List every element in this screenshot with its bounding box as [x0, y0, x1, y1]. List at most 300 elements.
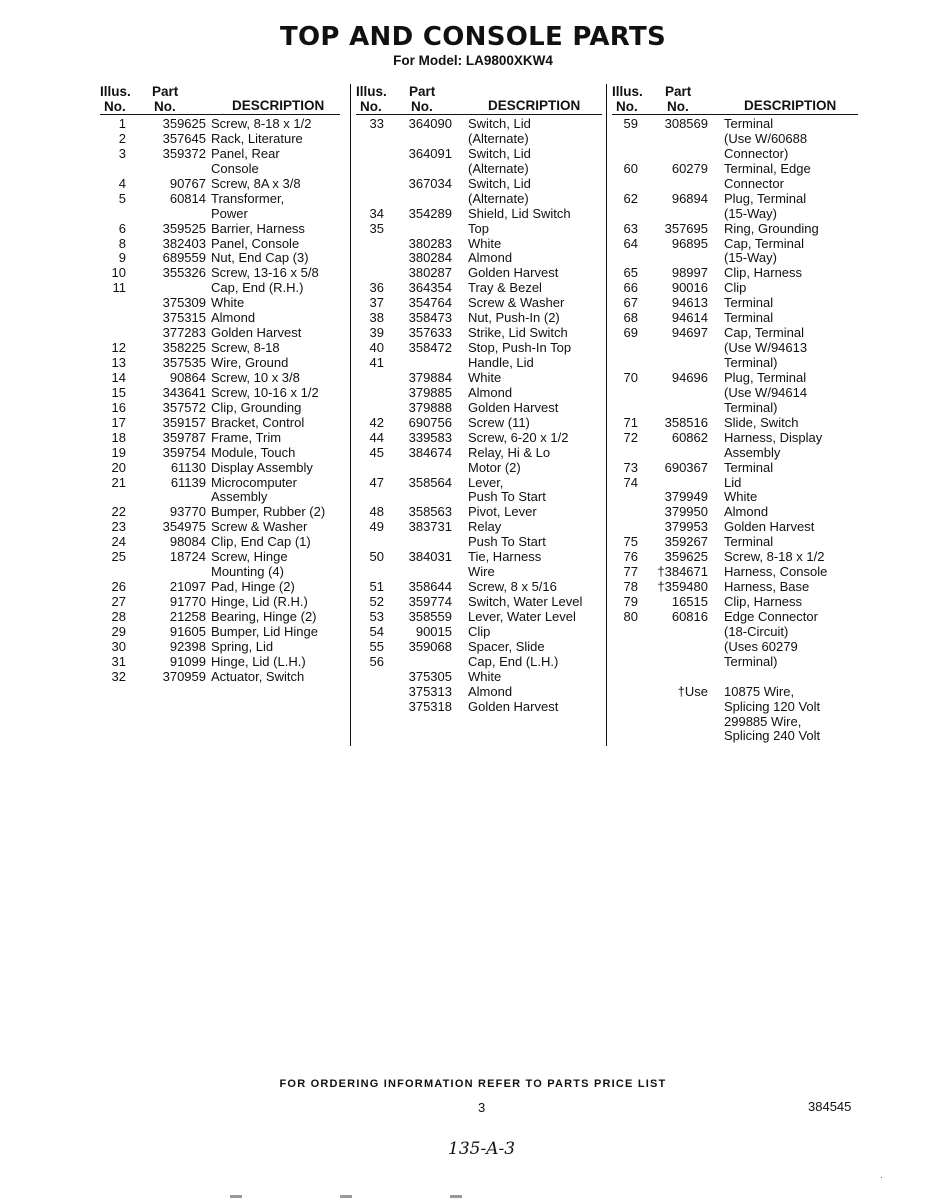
- part-row: [356, 192, 606, 207]
- part-row: [612, 356, 858, 371]
- parts-column-1: [100, 84, 348, 685]
- illus-number: 9: [118, 250, 126, 266]
- illus-number: 75: [623, 534, 638, 550]
- part-description: Lever, Water Level: [468, 608, 576, 624]
- part-description: Terminal, Edge: [724, 160, 811, 176]
- part-row: [612, 266, 858, 281]
- part-number: 359625: [162, 116, 206, 131]
- part-description: Switch, Water Level: [468, 594, 583, 609]
- illus-number: 48: [369, 504, 384, 520]
- part-number: 94613: [671, 295, 708, 311]
- part-number: 60279: [671, 160, 708, 176]
- part-number: 359625: [664, 549, 708, 565]
- part-row: [612, 505, 858, 520]
- part-description: Terminal): [724, 653, 778, 669]
- illus-number: 25: [111, 549, 126, 565]
- part-number: 18724: [169, 549, 206, 565]
- illus-number: 47: [369, 474, 384, 490]
- illus-number: 34: [369, 205, 384, 221]
- part-row: [100, 311, 348, 326]
- part-number: 91770: [169, 594, 206, 609]
- part-description: Golden Harvest: [211, 325, 302, 341]
- column-header: [100, 84, 348, 117]
- part-number: 358564: [408, 474, 452, 490]
- part-description: Cap, Terminal: [724, 325, 804, 341]
- part-description: Plug, Terminal: [724, 190, 807, 206]
- illus-number: 32: [111, 668, 126, 684]
- illus-number: 59: [623, 116, 638, 131]
- part-description: Relay, Hi & Lo: [468, 444, 551, 460]
- part-description: Hinge, Lid (R.H.): [211, 594, 308, 609]
- part-description: Switch, Lid: [468, 145, 531, 161]
- header-rule: [100, 114, 340, 115]
- part-description: Push To Start: [468, 534, 546, 550]
- part-row: [356, 685, 606, 700]
- part-row: [356, 610, 606, 625]
- part-row: [356, 401, 606, 416]
- part-description: (Alternate): [468, 130, 529, 146]
- part-row: [100, 580, 348, 595]
- ordering-note: FOR ORDERING INFORMATION REFER TO PARTS PRICE LIST: [279, 1078, 667, 1090]
- part-number: 364090: [408, 116, 452, 131]
- part-number: 357695: [664, 220, 708, 236]
- part-row: [356, 550, 606, 565]
- part-description: Handle, Lid: [468, 355, 534, 370]
- part-description: Almond: [468, 384, 513, 400]
- part-number: 375315: [162, 310, 206, 326]
- illus-number: 31: [111, 653, 126, 669]
- part-row: [612, 117, 858, 132]
- part-description: Clip: [724, 280, 747, 296]
- illus-number: 15: [111, 384, 126, 400]
- part-number: 359774: [408, 594, 452, 609]
- part-number: 359525: [162, 220, 206, 236]
- part-number: 364354: [408, 280, 452, 296]
- part-row: [100, 520, 348, 535]
- part-row: [356, 700, 606, 715]
- part-description: Splicing 120 Volt: [724, 698, 821, 714]
- part-row: [612, 446, 858, 461]
- illus-number: 8: [118, 235, 126, 251]
- part-description: Bumper, Lid Hinge: [211, 623, 318, 639]
- part-description: Actuator, Switch: [211, 668, 305, 684]
- part-description: Screw, 8-18 x 1/2: [211, 116, 312, 131]
- part-description: Bracket, Control: [211, 414, 305, 430]
- part-description: Golden Harvest: [724, 519, 815, 535]
- part-row: [356, 132, 606, 147]
- part-description: Wire: [468, 564, 495, 580]
- part-number: 21258: [169, 608, 206, 624]
- illus-label: Illus.: [100, 84, 131, 99]
- part-description: Screw, 8-18 x 1/2: [724, 549, 825, 565]
- part-row: [100, 625, 348, 640]
- part-number: 96895: [671, 235, 708, 251]
- part-row: [612, 431, 858, 446]
- part-number: 96894: [671, 190, 708, 206]
- part-number: 690367: [664, 459, 708, 475]
- part-description: (Uses 60279: [724, 638, 798, 654]
- part-description: Screw, Hinge: [211, 549, 288, 565]
- part-number: 16515: [671, 594, 708, 609]
- part-description: Screw, 8 x 5/16: [468, 579, 557, 595]
- part-number: 383731: [408, 519, 452, 535]
- part-description: White: [468, 668, 502, 684]
- illus-number: 42: [369, 414, 384, 430]
- illus-number: 69: [623, 325, 638, 341]
- part-row: [356, 416, 606, 431]
- part-number: 98084: [169, 534, 206, 550]
- part-number: †359480: [657, 579, 708, 595]
- illus-number: 66: [623, 280, 638, 296]
- part-description: (Use W/60688: [724, 130, 808, 146]
- part-description: Pivot, Lever: [468, 504, 537, 520]
- part-row: [612, 371, 858, 386]
- part-description: Display Assembly: [211, 459, 313, 475]
- illus-number: 49: [369, 519, 384, 535]
- part-row: [100, 162, 348, 177]
- part-description: Motor (2): [468, 459, 521, 475]
- illus-number: 19: [111, 444, 126, 460]
- part-row: [100, 266, 348, 281]
- part-row: [100, 222, 348, 237]
- illus-number: 44: [369, 429, 384, 445]
- illus-label: Illus.: [356, 84, 387, 99]
- part-description: Connector): [724, 145, 789, 161]
- part-description: (15-Way): [724, 205, 777, 221]
- part-row: [356, 595, 606, 610]
- part-description: Panel, Rear: [211, 145, 280, 161]
- illus-number: 13: [111, 355, 126, 370]
- illus-number: 17: [111, 414, 126, 430]
- part-description: Almond: [468, 250, 513, 266]
- part-row: [612, 251, 858, 266]
- part-number: 90015: [415, 623, 452, 639]
- illus-number: 12: [111, 340, 126, 356]
- parts-list: [612, 117, 858, 744]
- part-row: [356, 177, 606, 192]
- part-number: 358225: [162, 340, 206, 356]
- illus-number: 77: [623, 564, 638, 580]
- part-description: Golden Harvest: [468, 698, 559, 714]
- illus-number: 50: [369, 549, 384, 565]
- part-number: 357633: [408, 325, 452, 341]
- part-row: [612, 476, 858, 491]
- part-description: Bearing, Hinge (2): [211, 608, 317, 624]
- part-description: Splicing 240 Volt: [724, 728, 821, 744]
- part-description: (18-Circuit): [724, 623, 789, 639]
- part-description: Nut, Push-In (2): [468, 310, 560, 326]
- part-row: [612, 341, 858, 356]
- part-number: 343641: [162, 384, 206, 400]
- illus-number: 67: [623, 295, 638, 311]
- column-divider: [606, 84, 607, 746]
- part-number: 357645: [162, 130, 206, 146]
- part-number: 358473: [408, 310, 452, 326]
- part-description: Transformer,: [211, 190, 285, 206]
- part-number: 60814: [169, 190, 206, 206]
- description-label: DESCRIPTION: [232, 98, 325, 113]
- illus-number: 28: [111, 608, 126, 624]
- part-row: [100, 535, 348, 550]
- illus-number: 74: [623, 474, 638, 490]
- part-row: [356, 147, 606, 162]
- description-label: DESCRIPTION: [744, 98, 837, 113]
- part-number: 379884: [408, 369, 452, 385]
- column-divider: [350, 84, 351, 746]
- part-description: Edge Connector: [724, 608, 818, 624]
- part-description: Tie, Harness: [468, 549, 542, 565]
- part-description: Frame, Trim: [211, 429, 282, 445]
- illus-number: 20: [111, 459, 126, 475]
- part-number: 357572: [162, 399, 206, 415]
- part-number: †384671: [657, 564, 708, 580]
- handwritten-reference: 135-A-3: [448, 1139, 516, 1159]
- part-number: 377283: [162, 325, 206, 341]
- part-description: Clip, Grounding: [211, 399, 302, 415]
- illus-number: 23: [111, 519, 126, 535]
- part-description: Switch, Lid: [468, 116, 531, 131]
- illus-number: 39: [369, 325, 384, 341]
- illus-number: 36: [369, 280, 384, 296]
- part-row: [100, 416, 348, 431]
- part-number: 354764: [408, 295, 452, 311]
- part-row: [100, 446, 348, 461]
- part-row: [356, 535, 606, 550]
- part-number: 94614: [671, 310, 708, 326]
- part-row: [100, 461, 348, 476]
- part-description: Golden Harvest: [468, 399, 559, 415]
- part-number: 380284: [408, 250, 452, 266]
- part-row: [356, 311, 606, 326]
- illus-number: 79: [623, 594, 638, 609]
- illus-no-label: No.: [104, 99, 126, 114]
- part-number: 354289: [408, 205, 452, 221]
- part-number: 379885: [408, 384, 452, 400]
- part-number: 690756: [408, 414, 452, 430]
- part-number: 375305: [408, 668, 452, 684]
- illus-number: 64: [623, 235, 638, 251]
- part-row: [612, 222, 858, 237]
- part-row: [356, 655, 606, 670]
- illus-number: 51: [369, 579, 384, 595]
- part-row: [612, 685, 858, 700]
- part-description: Relay: [468, 519, 502, 535]
- illus-number: 21: [111, 474, 126, 490]
- part-description: Rack, Literature: [211, 130, 303, 146]
- part-row: [356, 520, 606, 535]
- part-row: [100, 670, 348, 685]
- part-row: [100, 326, 348, 341]
- illus-no-label: No.: [616, 99, 638, 114]
- parts-column-2: [356, 84, 606, 715]
- part-row: [356, 162, 606, 177]
- part-number: 94697: [671, 325, 708, 341]
- part-number: 339583: [408, 429, 452, 445]
- part-row: [612, 490, 858, 505]
- part-number: 359754: [162, 444, 206, 460]
- part-description: Almond: [211, 310, 256, 326]
- part-description: (Alternate): [468, 160, 529, 176]
- part-description: Panel, Console: [211, 235, 300, 251]
- part-row: [612, 565, 858, 580]
- part-row: [100, 356, 348, 371]
- part-row: [356, 296, 606, 311]
- part-description: White: [211, 295, 245, 311]
- illus-number: 72: [623, 429, 638, 445]
- illus-number: 65: [623, 265, 638, 281]
- part-row: [612, 401, 858, 416]
- part-description: Module, Touch: [211, 444, 296, 460]
- part-row: [612, 625, 858, 640]
- part-description: White: [724, 489, 758, 505]
- part-description: White: [468, 235, 502, 251]
- part-number: 364091: [408, 145, 452, 161]
- part-row: [100, 490, 348, 505]
- part-number: 384031: [408, 549, 452, 565]
- part-row: [612, 700, 858, 715]
- part-number: 359787: [162, 429, 206, 445]
- part-row: [612, 595, 858, 610]
- illus-number: 37: [369, 295, 384, 311]
- part-row: [612, 237, 858, 252]
- part-row: [356, 490, 606, 505]
- part-description: Screw, 8-18: [211, 340, 280, 356]
- part-description: Screw, 6-20 x 1/2: [468, 429, 569, 445]
- illus-number: 33: [369, 116, 384, 131]
- part-number: 358559: [408, 608, 452, 624]
- part-number: 355326: [162, 265, 206, 281]
- part-row: [100, 610, 348, 625]
- part-description: Strike, Lid Switch: [468, 325, 568, 341]
- part-row: [356, 356, 606, 371]
- header-rule: [356, 114, 602, 115]
- illus-number: 5: [118, 190, 126, 206]
- part-description: Harness, Base: [724, 579, 810, 595]
- part-row: [356, 670, 606, 685]
- part-number: 358472: [408, 340, 452, 356]
- part-row: [612, 670, 858, 685]
- part-number: 308569: [664, 116, 708, 131]
- part-description: Assembly: [724, 444, 781, 460]
- illus-number: 16: [111, 399, 126, 415]
- illus-number: 40: [369, 340, 384, 356]
- part-description: Screw, 10-16 x 1/2: [211, 384, 319, 400]
- part-label: Part: [409, 84, 436, 99]
- part-number: 359267: [664, 534, 708, 550]
- part-description: 299885 Wire,: [724, 713, 802, 729]
- part-description: Spring, Lid: [211, 638, 274, 654]
- page-number: 3: [478, 1100, 486, 1115]
- part-number: 358516: [664, 414, 708, 430]
- part-row: [100, 371, 348, 386]
- part-row: [100, 117, 348, 132]
- part-description: Connector: [724, 175, 784, 191]
- part-number: 382403: [162, 235, 206, 251]
- part-description: Cap, Terminal: [724, 235, 804, 251]
- illus-number: 45: [369, 444, 384, 460]
- part-row: [100, 132, 348, 147]
- part-description: Terminal: [724, 116, 774, 131]
- part-description: Assembly: [211, 489, 268, 505]
- part-no-label: No.: [667, 99, 689, 114]
- part-description: Barrier, Harness: [211, 220, 305, 236]
- part-description: Cap, End (R.H.): [211, 280, 304, 296]
- part-row: [356, 625, 606, 640]
- parts-list: [100, 117, 348, 685]
- illus-number: 35: [369, 220, 384, 236]
- part-row: [612, 177, 858, 192]
- part-number: 375313: [408, 683, 452, 699]
- part-description: Clip, Harness: [724, 594, 803, 609]
- part-row: [612, 296, 858, 311]
- part-row: [612, 535, 858, 550]
- part-row: [612, 655, 858, 670]
- illus-number: 4: [118, 175, 126, 191]
- part-description: Mounting (4): [211, 564, 284, 580]
- part-number: 98997: [671, 265, 708, 281]
- column-header: [356, 84, 606, 117]
- part-row: [356, 640, 606, 655]
- illus-number: 71: [623, 414, 638, 430]
- part-row: [100, 341, 348, 356]
- part-number: 60862: [671, 429, 708, 445]
- part-row: [612, 715, 858, 730]
- part-row: [100, 147, 348, 162]
- part-row: [100, 251, 348, 266]
- model-subtitle: For Model: LA9800XKW4: [393, 53, 553, 68]
- illus-number: 1: [118, 116, 126, 131]
- illus-number: 63: [623, 220, 638, 236]
- part-description: Power: [211, 205, 248, 221]
- part-description: Pad, Hinge (2): [211, 579, 295, 595]
- illus-number: 2: [118, 130, 126, 146]
- part-description: Lever,: [468, 474, 504, 490]
- part-row: [612, 132, 858, 147]
- part-number: 359372: [162, 145, 206, 161]
- part-row: [612, 610, 858, 625]
- illus-number: 68: [623, 310, 638, 326]
- illus-number: 70: [623, 369, 638, 385]
- illus-number: 56: [369, 653, 384, 669]
- part-row: [100, 476, 348, 491]
- part-number: 90864: [169, 369, 206, 385]
- part-description: Golden Harvest: [468, 265, 559, 281]
- part-number: 380287: [408, 265, 452, 281]
- part-row: [100, 655, 348, 670]
- illus-number: 80: [623, 608, 638, 624]
- part-row: [612, 162, 858, 177]
- part-number: 91605: [169, 623, 206, 639]
- illus-number: 24: [111, 534, 126, 550]
- part-number: 689559: [162, 250, 206, 266]
- illus-number: 29: [111, 623, 126, 639]
- illus-number: 55: [369, 638, 384, 654]
- part-row: [356, 446, 606, 461]
- part-row: [612, 311, 858, 326]
- illus-number: 52: [369, 594, 384, 609]
- part-row: [100, 550, 348, 565]
- part-row: [612, 461, 858, 476]
- part-description: Console: [211, 160, 259, 176]
- illus-number: 54: [369, 623, 384, 639]
- part-row: [100, 565, 348, 580]
- part-description: Cap, End (L.H.): [468, 653, 559, 669]
- part-row: [356, 237, 606, 252]
- part-description: Clip, Harness: [724, 265, 803, 281]
- part-row: [100, 505, 348, 520]
- part-row: [612, 147, 858, 162]
- part-row: [356, 476, 606, 491]
